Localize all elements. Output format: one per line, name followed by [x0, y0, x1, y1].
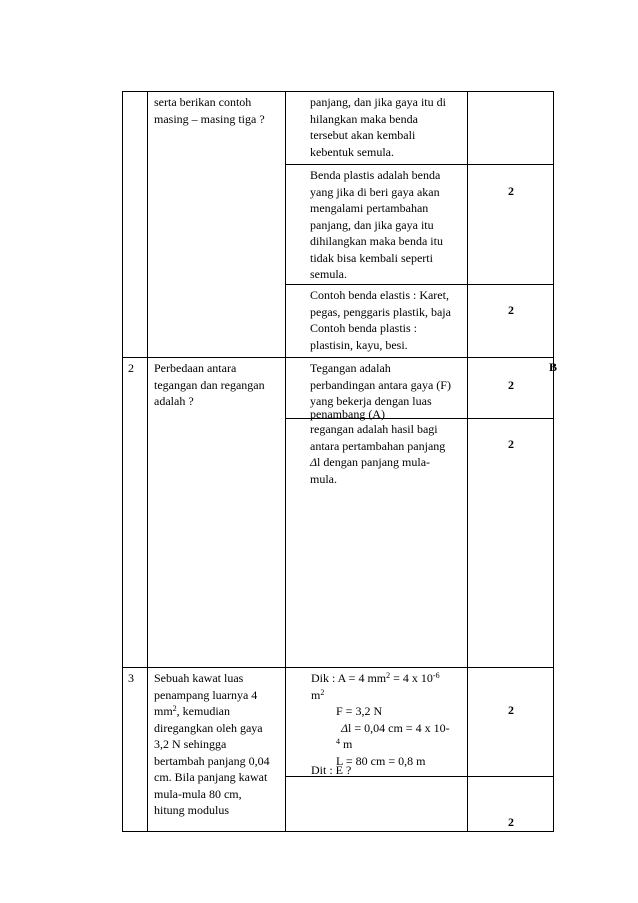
row1-answer3-line2: pegas, penggaris plastik, baja — [310, 304, 451, 319]
row2-question-line2: tegangan dan regangan — [154, 377, 265, 392]
table-col-divider-1 — [147, 91, 148, 832]
row1-question-line2: masing – masing tiga ? — [154, 111, 265, 126]
table-border-right — [553, 91, 554, 832]
row-divider-1 — [122, 357, 554, 358]
row3-question-line5: 3,2 N sehingga — [154, 737, 227, 751]
row3-question-line9: hitung modulus — [154, 803, 230, 817]
row3-answer1-line6: L = 80 cm = 0,8 m — [336, 753, 426, 768]
subrow-divider-1a — [285, 164, 554, 165]
row1-answer2-line4: panjang, dan jika gaya itu — [310, 217, 434, 232]
row1-answer2-line3: mengalami pertambahan — [310, 201, 429, 215]
row2-answer1-score: 2 — [508, 378, 514, 392]
row2-answer2-line2: antara pertambahan panjang — [310, 438, 446, 453]
row3-answer1-line7: Dit : E ? — [311, 763, 352, 777]
side-margin-mark: B — [549, 360, 558, 374]
row3-number: 3 — [128, 671, 134, 685]
table-border-left — [122, 91, 123, 832]
row2-question-line1: Perbedaan antara — [154, 361, 237, 375]
row2-answer2-line3 — [310, 454, 430, 471]
row3-question-line6: bertambah panjang 0,04 — [154, 753, 270, 768]
row3-answer1-line4 — [341, 720, 450, 737]
row2-answer1-line4: penambang (A) — [310, 407, 385, 421]
table-border-bottom — [122, 831, 554, 832]
subrow-divider-1b — [285, 284, 554, 285]
row1-answer2-line1: Benda plastis adalah benda — [310, 168, 441, 182]
row3-answer1-line5: $^4$ m — [336, 737, 353, 751]
row3-question-line7: cm. Bila panjang kawat — [154, 770, 268, 784]
table-col-divider-2 — [285, 91, 286, 832]
row1-answer1-line1: panjang, dan jika gaya itu di — [310, 95, 446, 109]
row3-question-line4: diregangkan oleh gaya — [154, 720, 263, 735]
row3-question-line3: $mm^2$, kemudian — [154, 704, 230, 718]
row3-question-line8: mula-mula 80 cm, — [154, 786, 242, 801]
table-border-top — [122, 91, 554, 92]
row3-question-line1: Sebuah kawat luas — [154, 671, 244, 685]
row3-question-line2: penampang luarnya 4 — [154, 687, 258, 702]
row2-answer2-score: 2 — [508, 437, 514, 451]
row2-question-line3: adalah ? — [154, 394, 194, 408]
row2-answer1-line1: Tegangan adalah — [310, 361, 391, 375]
row1-answer2-line5: dihilangkan maka benda itu — [310, 234, 443, 248]
delta-icon: Δ — [310, 455, 318, 469]
row1-answer2-line2: yang jika di beri gaya akan — [310, 184, 440, 199]
row2-answer2-line3-text: l dengan panjang mula- — [317, 455, 431, 469]
row1-answer3-line4: plastisin, kayu, besi. — [310, 337, 408, 352]
row2-answer2-line4: mula. — [310, 471, 337, 486]
row1-answer1-line4: kebentuk semula. — [310, 144, 394, 159]
row3-answer1-score: 2 — [508, 703, 514, 717]
row3-answer1-line4-text: l = 0,04 cm = 4 x 10- — [348, 720, 450, 735]
row2-answer1-line3: yang bekerja dengan luas — [310, 394, 432, 408]
row2-number: 2 — [128, 361, 134, 375]
row3-answer1-line2: $m^2$ — [311, 687, 325, 702]
row1-answer1-line3: tersebut akan kembali — [310, 128, 416, 142]
row3-answer2-score: 2 — [508, 815, 514, 829]
row1-answer2-line6: tidak bisa kembali seperti — [310, 250, 433, 265]
row1-answer3-line1: Contoh benda elastis : Karet, — [310, 288, 449, 302]
row1-answer3-line3: Contoh benda plastis : — [310, 321, 417, 335]
delta-icon: Δ — [341, 720, 349, 735]
row-divider-2 — [122, 667, 554, 668]
row1-answer2-score: 2 — [508, 184, 514, 198]
row1-answer2-line7: semula. — [310, 267, 347, 281]
row3-answer1-line3: F = 3,2 N — [336, 704, 383, 718]
row1-answer3-score: 2 — [508, 303, 514, 317]
table-col-divider-3 — [467, 91, 468, 832]
row2-answer2-line1: regangan adalah hasil bagi — [310, 422, 438, 436]
row1-answer1-line2: hilangkan maka benda — [310, 111, 418, 126]
row3-answer1-line1: Dik : A = 4 $mm^2 = 4$ x $10^{-6}$ — [311, 671, 440, 685]
row1-question-line1: serta berikan contoh — [154, 95, 252, 109]
row2-answer1-line2: perbandingan antara gaya (F) — [310, 377, 451, 392]
